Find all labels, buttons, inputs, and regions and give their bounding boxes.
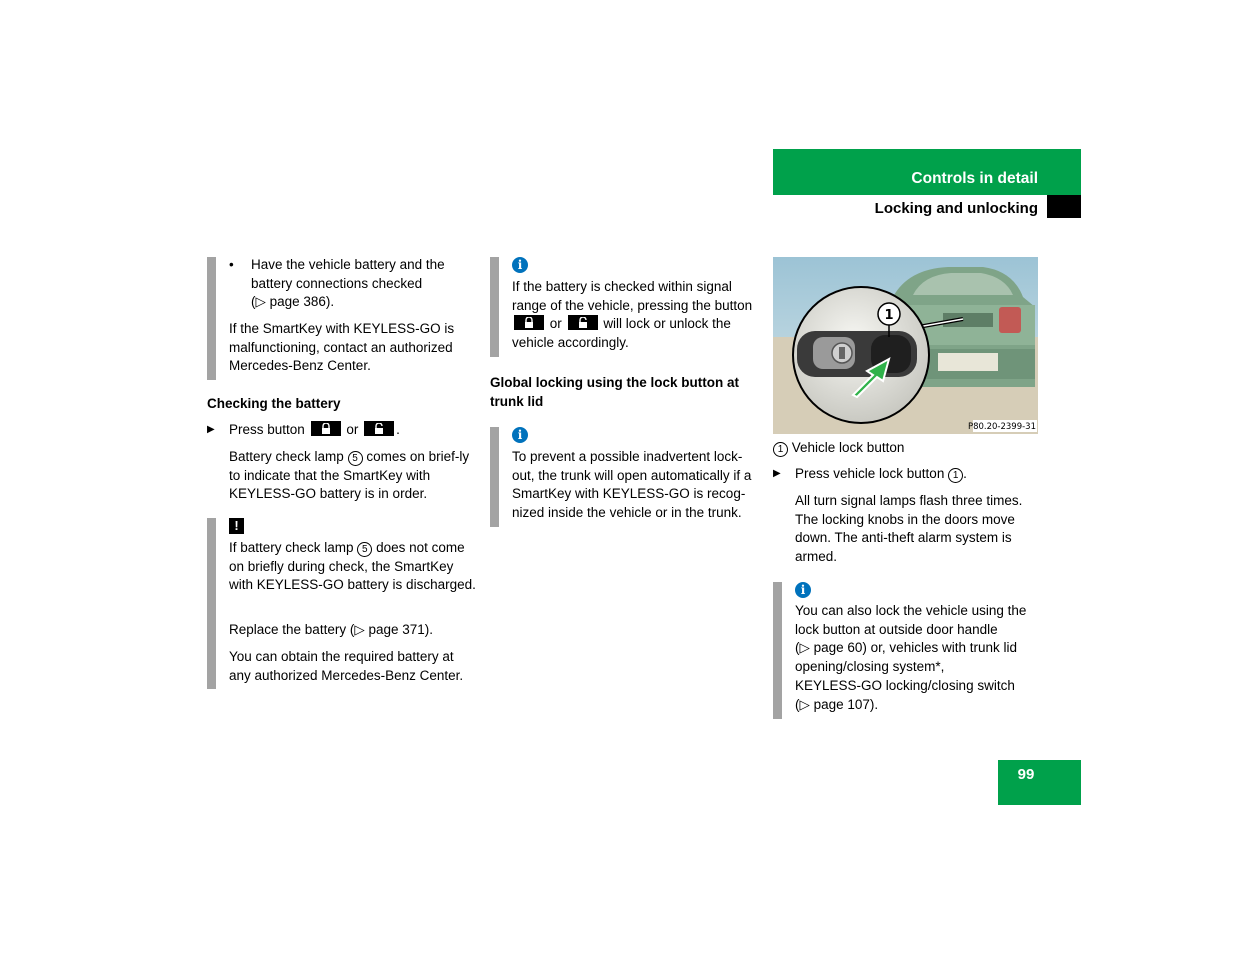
info-icon: i bbox=[795, 581, 811, 600]
callout-number: 5 bbox=[348, 451, 363, 466]
heading-global-locking: Global locking using the lock button at trunk lid bbox=[490, 375, 740, 409]
page-ref[interactable]: (▷ page 386). bbox=[251, 294, 335, 310]
info-bar bbox=[773, 582, 782, 719]
info-battery-check: If the battery is checked within signal range of the vehicle, pressing the button or will lock or unlock the vehicle accordingly. bbox=[512, 279, 753, 351]
warning-obtain: You can obtain the required battery at any authorized Mercedes-Benz Center. bbox=[229, 649, 464, 683]
heading-checking-battery: Checking the battery bbox=[207, 396, 341, 411]
page-ref[interactable]: (▷ page 107). bbox=[795, 696, 879, 712]
vehicle-lock-figure bbox=[773, 257, 1038, 434]
callout-number: 1 bbox=[948, 468, 963, 483]
figure-caption: 1 Vehicle lock button bbox=[773, 439, 1038, 458]
callout-number: 5 bbox=[357, 542, 372, 557]
lock-key-icon bbox=[311, 421, 341, 436]
battery-bullet: • Have the vehicle battery and the battery connections checked (▷ page 386). bbox=[229, 257, 445, 310]
callout-number: 1 bbox=[773, 442, 788, 457]
info-bar bbox=[490, 257, 499, 357]
unlock-key-icon bbox=[364, 421, 394, 436]
trunk-illustration bbox=[773, 257, 1038, 434]
info-icon: i bbox=[512, 426, 528, 445]
note-bar bbox=[207, 257, 216, 380]
info-bar bbox=[490, 427, 499, 527]
step-press-button: ▶ Press button or . bbox=[229, 421, 479, 440]
step-arrow-icon: ▶ bbox=[773, 468, 781, 479]
warning-bar bbox=[207, 518, 216, 689]
warning-replace: Replace the battery (▷ page 371). bbox=[229, 622, 434, 637]
section-title: Controls in detail bbox=[911, 170, 1038, 187]
section-tab bbox=[1047, 195, 1081, 218]
section-subtitle: Locking and unlocking bbox=[874, 200, 1038, 217]
step-arrow-icon: ▶ bbox=[207, 424, 215, 435]
info-trunk: To prevent a possible inadvertent lock-out, the trunk will open automatically if a SmartKey with KEYLESS-GO is recog-nized inside the vehicle or in the trunk. bbox=[512, 449, 752, 521]
step-press-lock-button: ▶ Press vehicle lock button 1 . bbox=[795, 465, 1045, 484]
warning-icon: ! bbox=[229, 517, 244, 536]
lock-key-icon bbox=[514, 315, 544, 330]
result-text: All turn signal lamps flash three times. The locking knobs in the doors move down. The anti-theft alarm system is armed. bbox=[795, 493, 1023, 565]
page-number: 99 bbox=[1017, 766, 1035, 783]
figure-callout: 1 bbox=[884, 308, 894, 323]
malfunction-text: If the SmartKey with KEYLESS-GO is malfunctioning, contact an authorized Mercedes-Benz Center. bbox=[229, 321, 455, 374]
page-ref[interactable]: (▷ page 60) or, vehicles with trunk lid opening/closing system*, bbox=[795, 640, 1017, 675]
warning-text: If battery check lamp 5 does not come on briefly during check, the SmartKey with KEYLESS-GO battery is discharged. bbox=[229, 540, 476, 593]
unlock-key-icon bbox=[568, 315, 598, 330]
lamp-text: Battery check lamp 5 comes on brief-ly to indicate that the SmartKey with KEYLESS-GO battery is in order. bbox=[229, 449, 470, 502]
figure-code: P80.20-2399-31 bbox=[967, 422, 1036, 432]
info-lock-options: You can also lock the vehicle using the lock button at outside door handle (▷ page 60) or, vehicles with trunk lid opening/closing system*, KEYLESS-GO locking/closing switch (▷ page 107). bbox=[795, 602, 1045, 714]
info-icon: i bbox=[512, 256, 528, 275]
